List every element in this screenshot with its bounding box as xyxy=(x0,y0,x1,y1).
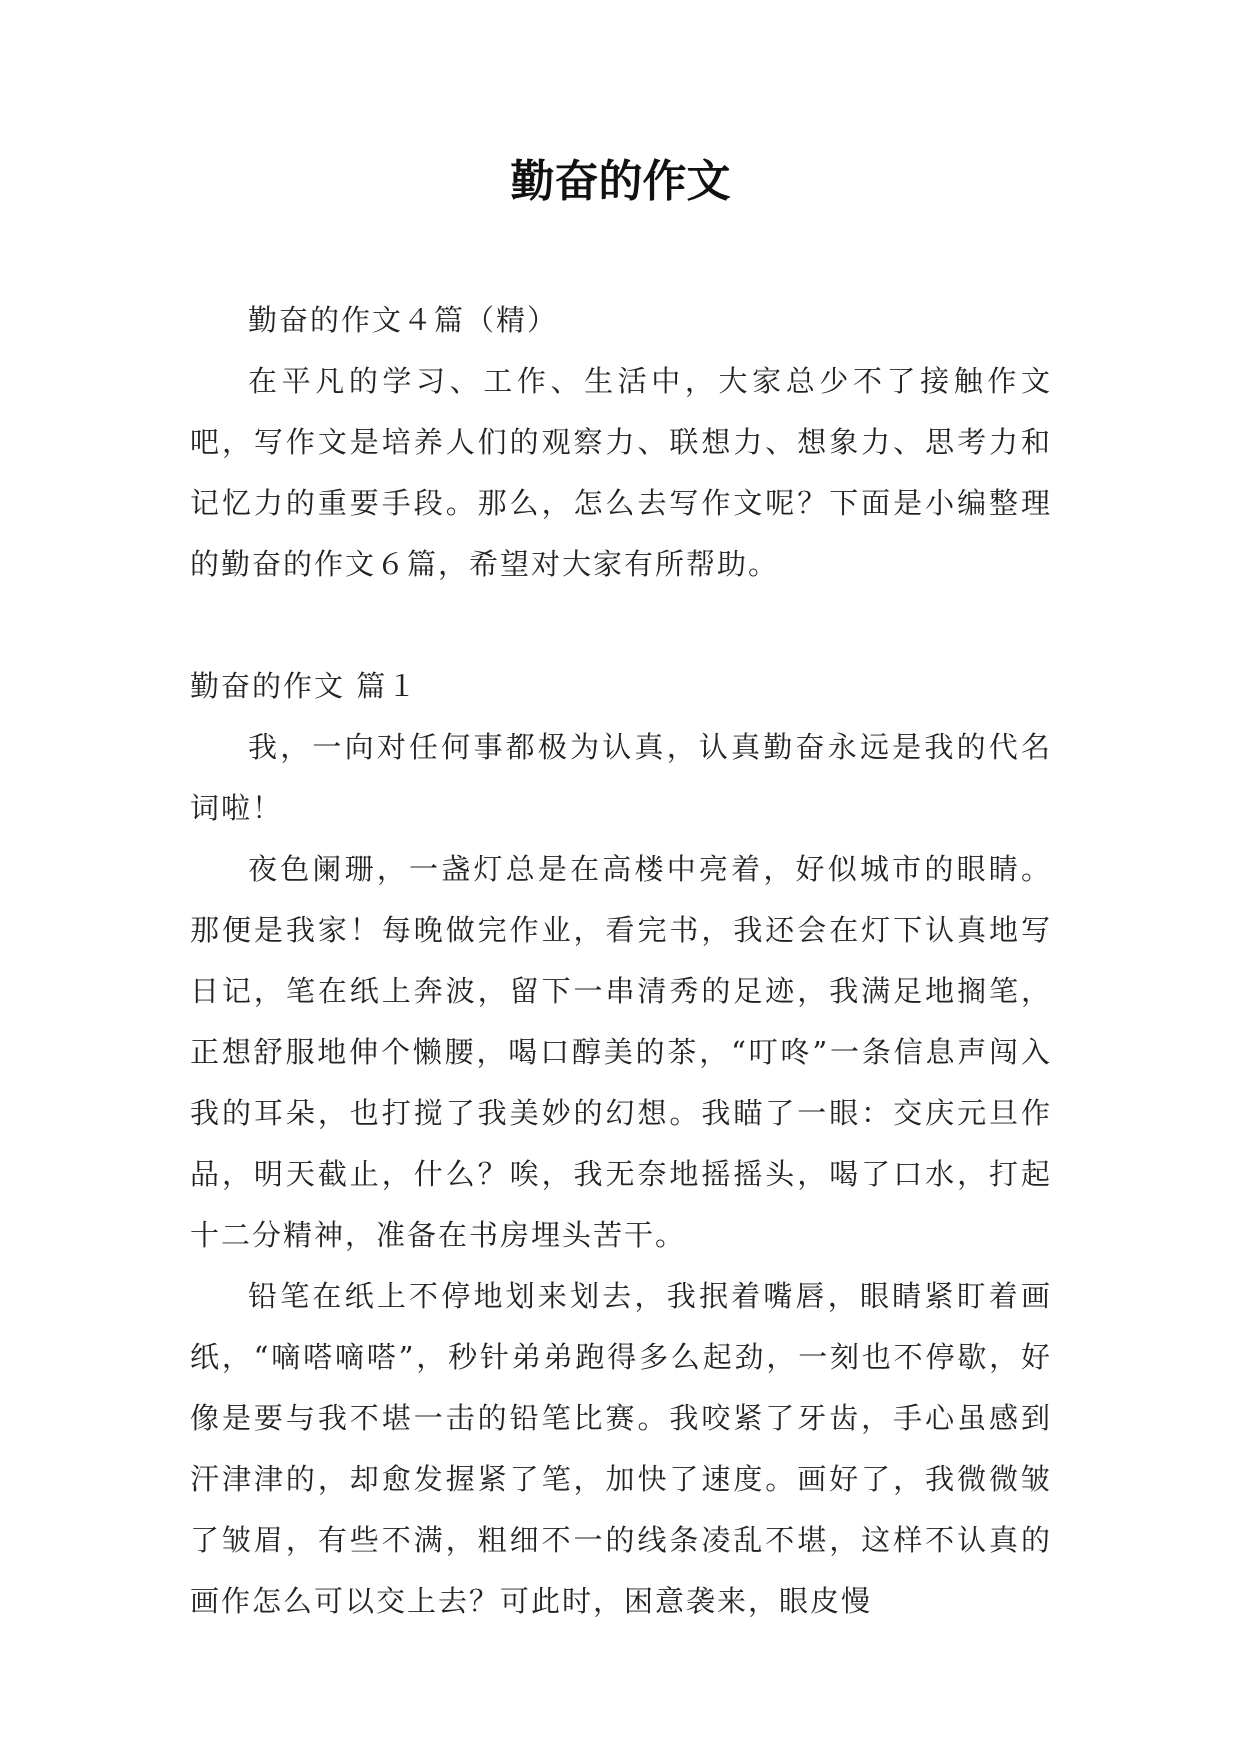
intro-paragraph: 在平凡的学习、工作、生活中，大家总少不了接触作文吧，写作文是培养人们的观察力、联想力、想象力、思考力和记忆力的重要手段。那么，怎么去写作文呢？下面是小编整理的勤奋的作文６篇，希望对大家有所帮助。 xyxy=(190,364,1052,581)
section-heading: 勤奋的作文 篇１ xyxy=(190,669,419,703)
body-paragraph: 铅笔在纸上不停地划来划去，我抿着嘴唇，眼睛紧盯着画纸，“嘀嗒嘀嗒”，秒针弟弟跑得多么起劲，一刻也不停歇，好像是要与我不堪一击的铅笔比赛。我咬紧了牙齿，手心虽感到汗津津的，却愈发握紧了笔，加快了速度。画好了，我微微皱了皱眉，有些不满，粗细不一的线条凌乱不堪，这样不认真的画作怎么可以交上去？可此时，困意袭来，眼皮慢 xyxy=(190,1279,1052,1618)
body-paragraph: 我，一向对任何事都极为认真，认真勤奋永远是我的代名词啦！ xyxy=(190,730,1052,825)
document-body xyxy=(190,290,1052,1632)
body-paragraph: 夜色阑珊，一盏灯总是在高楼中亮着，好似城市的眼睛。那便是我家！每晚做完作业，看完书，我还会在灯下认真地写日记，笔在纸上奔波，留下一串清秀的足迹，我满足地搁笔，正想舒服地伸个懒腰，喝口醇美的茶，“叮咚”一条信息声闯入我的耳朵，也打搅了我美妙的幻想。我瞄了一眼：交庆元旦作品，明天截止，什么？唉，我无奈地摇摇头，喝了口水，打起十二分精神，准备在书房埋头苦干。 xyxy=(190,852,1052,1252)
document-title: 勤奋的作文 xyxy=(510,156,731,207)
document-subtitle: 勤奋的作文４篇（精） xyxy=(248,303,559,337)
